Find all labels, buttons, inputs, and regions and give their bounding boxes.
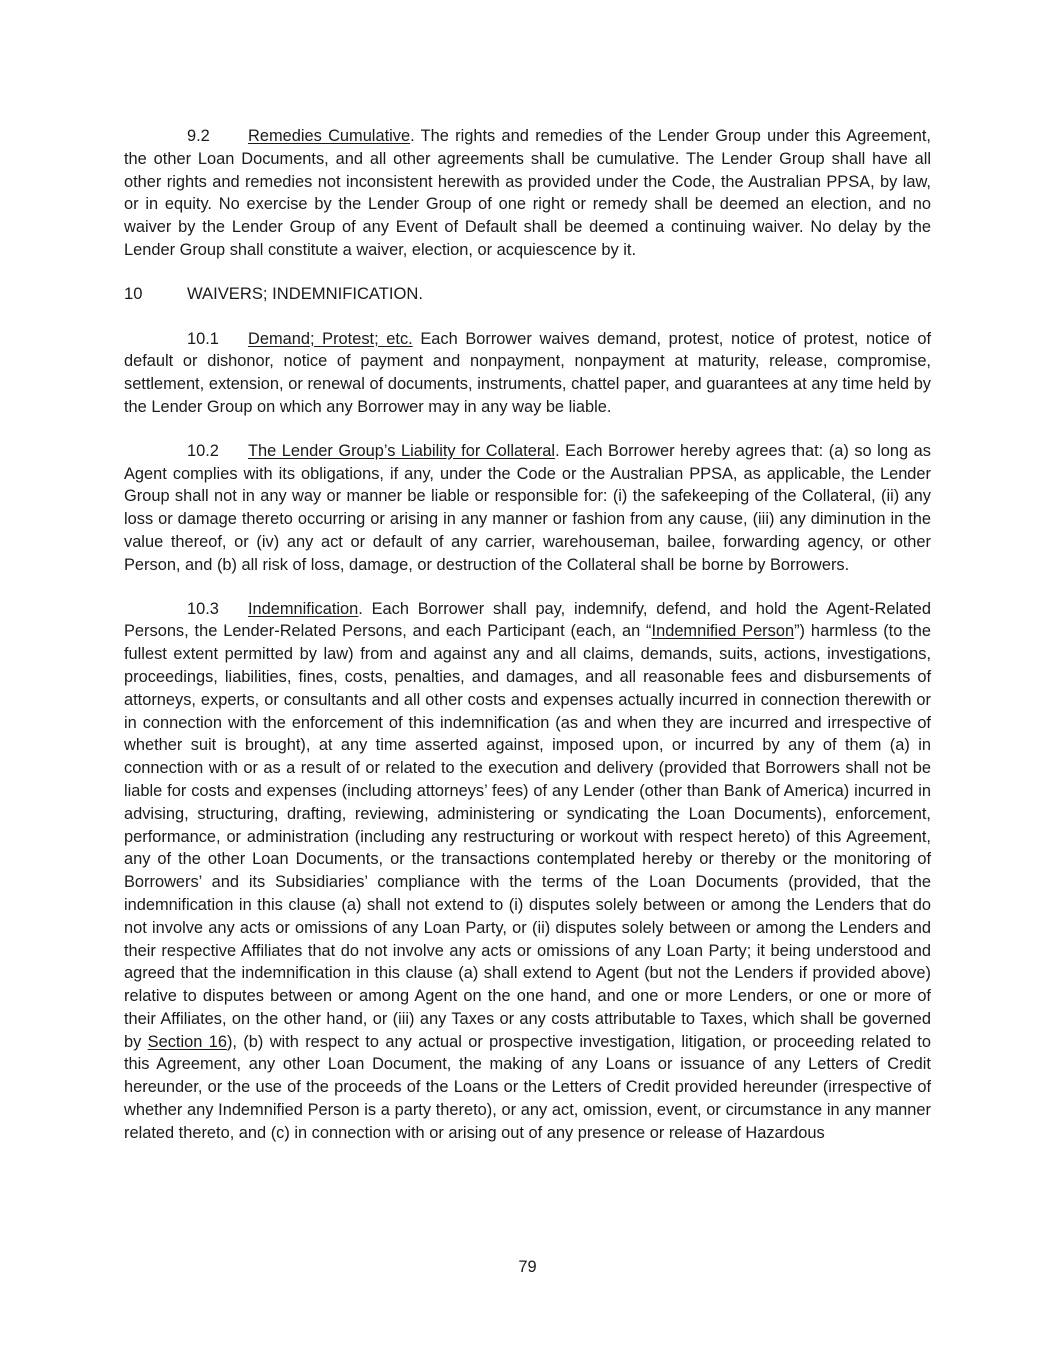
section-title: Demand; Protest; etc. <box>248 329 413 348</box>
section-body: . The rights and remedies of the Lender Group under this Agreement, the other Loan Documents, and all other agreements shall be cumulative. The Lender Group shall have all other rights and remedies not inconsistent herewith as provided under the Code, the Australian PPSA, by law, or in equity. No exercise by the Lender Group of one right or remedy shall be deemed an election, and no waiver by the Lender Group of any Event of Default shall be deemed a continuing waiver. No delay by the Lender Group shall constitute a waiver, election, or acquiescence by it. <box>124 127 931 259</box>
section-9-2 <box>124 125 931 262</box>
section-title: Indemnification <box>248 599 359 618</box>
section-10-heading <box>124 283 931 306</box>
section-number: 10.3 <box>187 599 219 618</box>
section-10-1 <box>124 328 931 419</box>
section-number: 10.1 <box>187 329 219 348</box>
section-body: Each Borrower waives demand, protest, notice of protest, notice of default or dishonor, notice of payment and nonpayment, nonpayment at maturity, release, compromise, settlement, extension, or renewal of documents, instruments, chattel paper, and guarantees at any time held by the Lender Group on which any Borrower may in any way be liable. <box>124 329 932 416</box>
section-number: 10.2 <box>187 441 219 460</box>
section-cross-reference: Section 16 <box>147 1032 227 1051</box>
section-title: Remedies Cumulative <box>248 127 411 145</box>
section-number: 9.2 <box>187 127 210 145</box>
section-body-part-a: . Each Borrower shall pay, indemnify, defend, and hold the Agent-Related Persons, the Lender-Related Persons, and each Participant (each, an “ <box>124 599 931 641</box>
heading-title: WAIVERS; INDEMNIFICATION. <box>187 283 424 303</box>
section-10-3 <box>124 598 931 1145</box>
section-body-part-c: ), (b) with respect to any actual or prospective investigation, litigation, or proceeding related to this Agreement, any other Loan Document, the making of any Loans or issuance of any Letters of Credit hereunder, or the use of the proceeds of the Loans or the Letters of Credit provided hereunder (irrespective of whether any Indemnified Person is a party thereto), or any act, omission, event, or circumstance in any manner related thereto, and (c) in connection with or arising out of any presence or release of Hazardous <box>124 1032 931 1142</box>
defined-term: Indemnified Person <box>651 622 795 641</box>
section-body-part-b: ”) harmless (to the fullest extent permitted by law) from and against any and all claims, demands, suits, actions, investigations, proceedings, liabilities, fines, costs, penalties, and damages, and all reasonable fees and disbursements of attorneys, experts, or consultants and all other costs and expenses actually incurred in connection therewith or in connection with the enforcement of this indemnification (as and when they are incurred and irrespective of whether suit is brought), at any time asserted against, imposed upon, or incurred by any of them (a) in connection with or as a result of or related to the execution and delivery (provided that Borrowers shall not be liable for costs and expenses (including attorneys’ fees) of any Lender (other than Bank of America) incurred in advising, structuring, drafting, reviewing, administering or syndicating the Loan Documents), enforcement, performance, or administration (including any restructuring or workout with respect hereto) of this Agreement, any of the other Loan Documents, or the transactions contemplated hereby or thereby or the monitoring of Borrowers’ and its Subsidiaries’ compliance with the terms of the Loan Documents (provided, that the indemnification in this clause (a) shall not extend to (i) disputes solely between or among the Lenders that do not involve any acts or omissions of any Loan Party, or (ii) disputes solely between or among the Lenders and their respective Affiliates that do not involve any acts or omissions of any Loan Party; it being understood and agreed that the indemnification in this clause (a) shall extend to Agent (but not the Lenders if provided above) relative to disputes between or among Agent on the one hand, and one or more Lenders, or one or more of their Affiliates, on the other hand, or (iii) any Taxes or any costs attributable to Taxes, which shall be governed by <box>124 622 932 1051</box>
heading-number: 10 <box>124 283 143 303</box>
section-body: . Each Borrower hereby agrees that: (a) so long as Agent complies with its obligations, if any, under the Code or the Australian PPSA, as applicable, the Lender Group shall not in any way or manner be liable or responsible for: (i) the safekeeping of the Collateral, (ii) any loss or damage thereto occurring or arising in any manner or fashion from any cause, (iii) any diminution in the value thereof, or (iv) any act or default of any carrier, warehouseman, bailee, forwarding agency, or other Person, and (b) all risk of loss, damage, or destruction of the Collateral shall be borne by Borrowers. <box>124 441 931 574</box>
section-10-2 <box>124 440 931 577</box>
page-number: 79 <box>518 1258 537 1276</box>
section-title: The Lender Group’s Liability for Collateral <box>248 441 556 460</box>
document-page <box>124 125 931 1166</box>
